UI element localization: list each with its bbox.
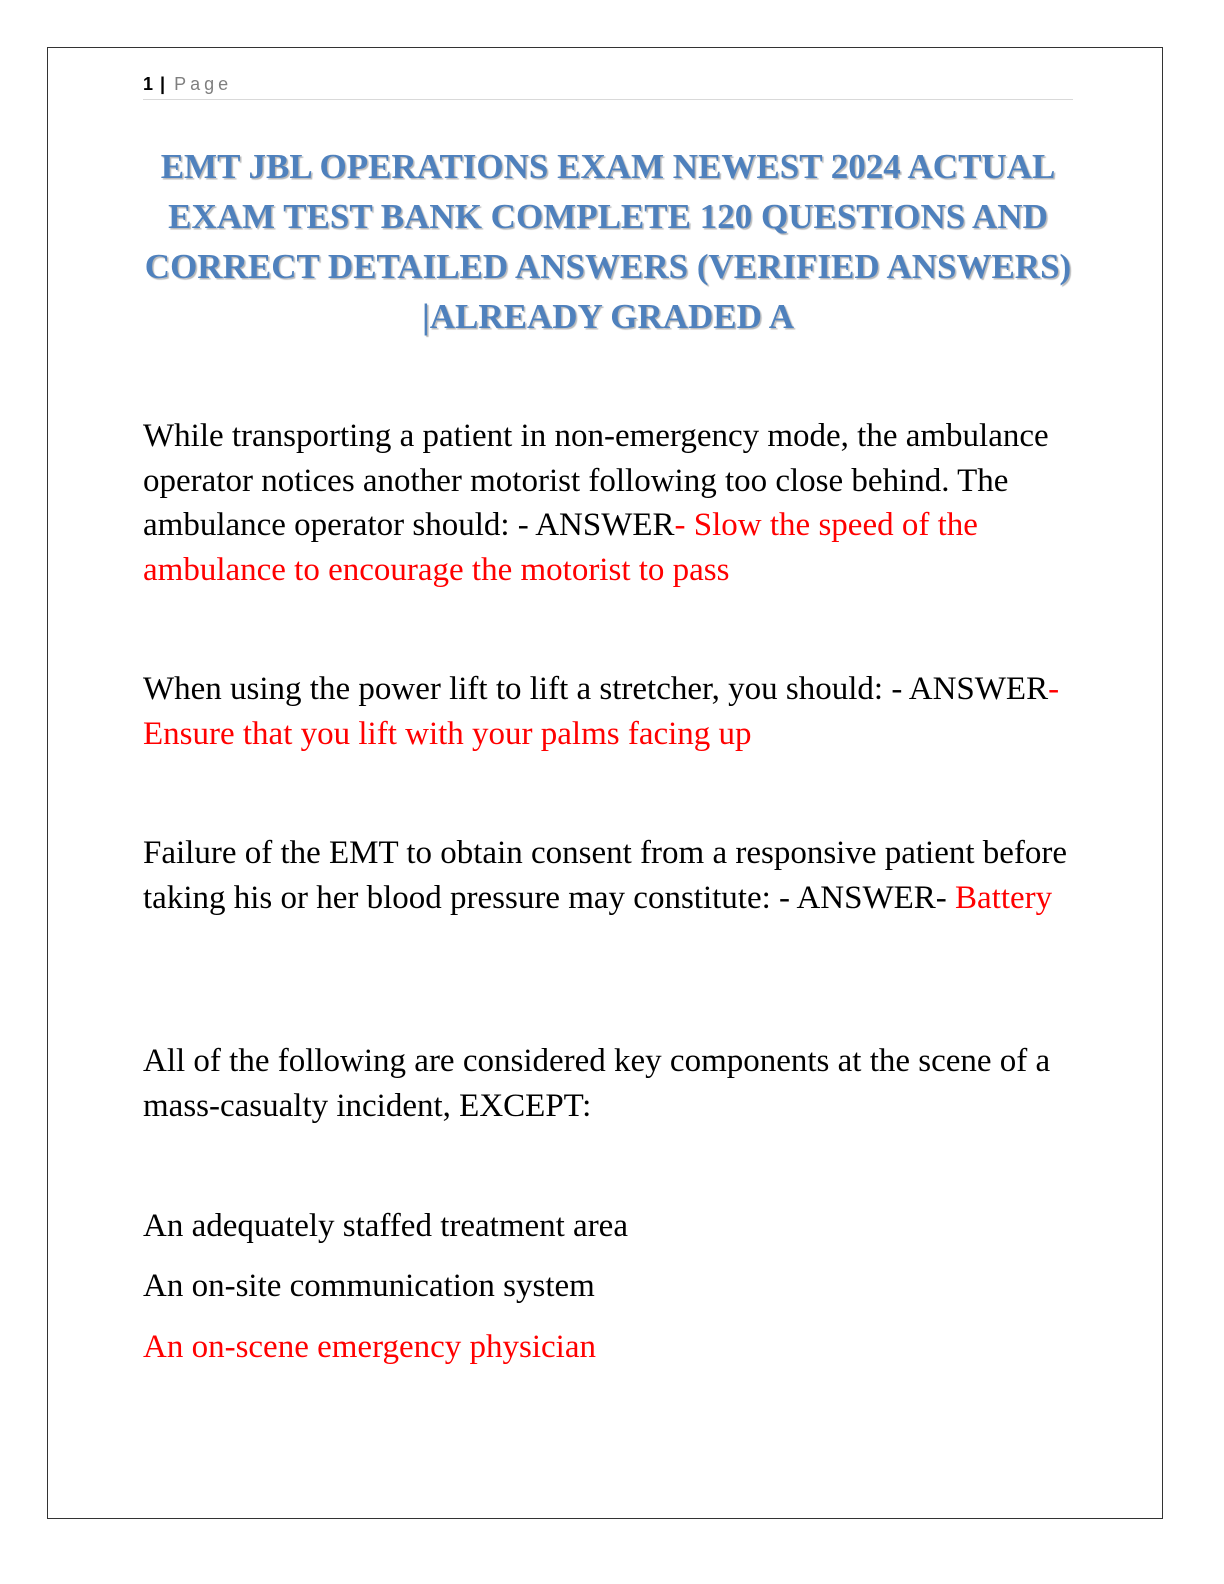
question-2: [143, 667, 1083, 756]
question-1: [143, 414, 1083, 592]
page-header: [143, 74, 1073, 100]
question-3: [143, 831, 1083, 920]
question-4-option-3-correct: An on-scene emergency physician: [143, 1329, 596, 1365]
question-4-option-1: An adequately staffed treatment area: [143, 1208, 628, 1244]
question-3-answer: Battery: [955, 879, 1053, 916]
question-3-text: Failure of the EMT to obtain consent from a responsive patient before taking his or her blood pressure may constitute: - ANSWER-: [143, 835, 1068, 916]
question-4-text: All of the following are considered key components at the scene of a mass-casualty incident, EXCEPT:: [143, 1043, 1051, 1124]
question-2-answer: - Ensure that you lift with your palms facing up: [143, 671, 1060, 752]
question-4-option-2: An on-site communication system: [143, 1268, 595, 1304]
question-4: [143, 1039, 1083, 1128]
page-word: Page: [174, 74, 233, 94]
question-1-answer: - Slow the speed of the ambulance to encourage the motorist to pass: [143, 507, 978, 588]
header-separator: |: [160, 74, 166, 94]
page-number: 1: [143, 74, 154, 94]
question-2-text: When using the power lift to lift a stretcher, you should: - ANSWER: [143, 671, 1049, 707]
question-1-text: While transporting a patient in non-emergency mode, the ambulance operator notices another motorist following too close behind. The ambulance operator should: - ANSWER: [143, 418, 1049, 543]
document-title: EMT JBL OPERATIONS EXAM NEWEST 2024 ACTUAL EXAM TEST BANK COMPLETE 120 QUESTIONS AND CORRECT DETAILED ANSWERS (VERIFIED ANSWERS) |ALREADY GRADED A: [144, 147, 1072, 336]
